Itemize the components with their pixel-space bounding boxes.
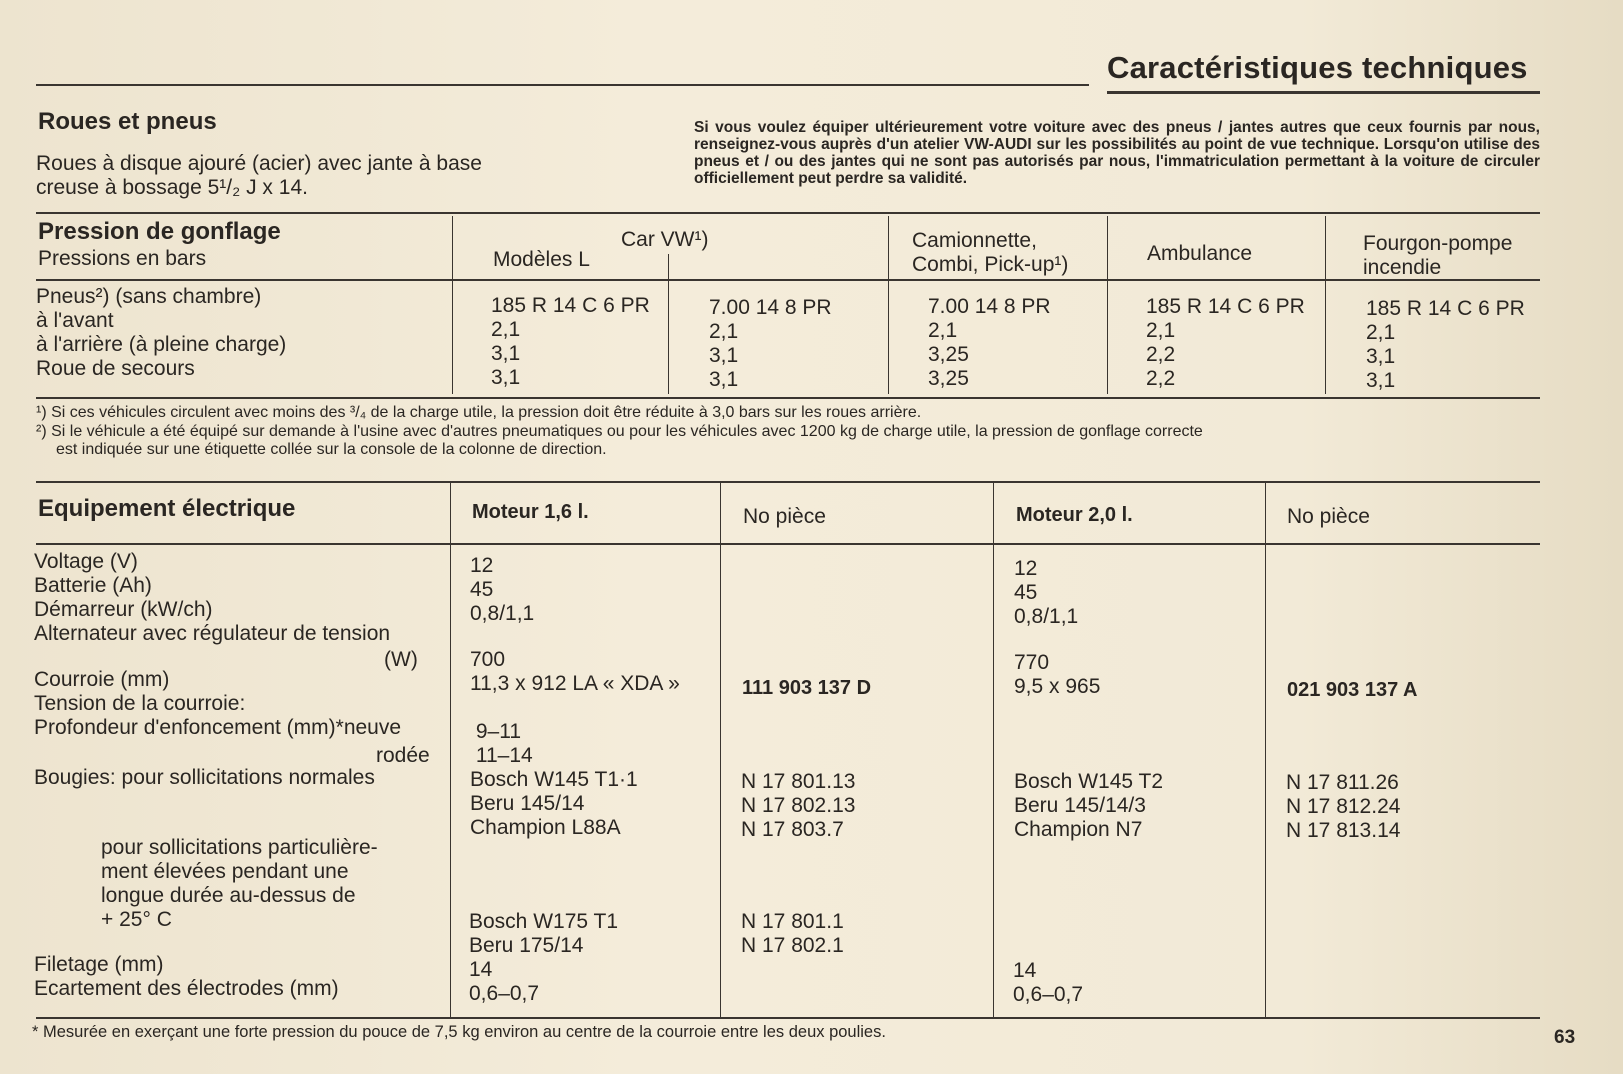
pressure-bottom-rule: [36, 397, 1540, 399]
pressure-footnote-2b: est indiquée sur une étiquette collée sur la console de la colonne de direction.: [56, 441, 607, 458]
electric-bottom-rule: [36, 1017, 1540, 1019]
electric-labels-a: Voltage (V) Batterie (Ah) Démarreur (kW/ch) Alternateur avec régulateur de tension: [34, 550, 391, 645]
col-camionnette: Camionnette, Combi, Pick-up¹): [912, 229, 1069, 276]
title-underline: [1107, 91, 1540, 94]
pressure-footnote-1: ¹) Si ces véhicules circulent avec moins des ³/₄ de la charge utile, la pression doit être réduite à 3,0 bars sur les roues arrière.: [36, 404, 922, 421]
pressure-vline-3: [888, 216, 889, 394]
electric-header-rule: [36, 543, 1540, 545]
m16-values-c: 9–11 11–14 Bosch W145 T1·1 Beru 145/14 Champion L88A: [470, 720, 638, 839]
electric-vline-3: [993, 483, 994, 1017]
p20-belt-part: 021 903 137 A: [1287, 679, 1418, 701]
page-number: 63: [1554, 1027, 1576, 1048]
wheels-heading: Roues et pneus: [38, 108, 217, 135]
pressure-col-fourgon: 185 R 14 C 6 PR 2,1 3,1 3,1: [1366, 297, 1525, 392]
pressure-row-labels: Pneus²) (sans chambre) à l'avant à l'arrière (à pleine charge) Roue de secours: [36, 285, 287, 380]
electric-label-rodee: rodée: [376, 744, 430, 767]
electric-top-rule: [36, 481, 1540, 483]
pressure-col-models-l: 185 R 14 C 6 PR 2,1 3,1 3,1: [491, 294, 650, 389]
m20-values-c: Bosch W145 T2 Beru 145/14/3 Champion N7: [1014, 770, 1164, 841]
m16-values-b: 700 11,3 x 912 LA « XDA »: [470, 648, 680, 695]
electric-labels-c: Filetage (mm) Ecartement des électrodes (mm): [34, 953, 339, 1000]
electric-vline-4: [1265, 483, 1266, 1017]
pressure-col-car-vw-2: 7.00 14 8 PR 2,1 3,1 3,1: [709, 296, 832, 391]
wheels-notice: Si vous voulez équiper ultérieurement votre voiture avec des pneus / jantes autres que ceux fournis par nous, renseignez-vous auprès d'un atelier VW-AUDI sur les possibilités au point de vue technique. Lorsqu'on utilise des pneus et / ou des jantes qui ne sont pas autorisés par nous, l'immatriculation permettant à la voiture de circuler officiellement peut perdre sa validité.: [694, 119, 1540, 187]
electric-col-moteur-16: Moteur 1,6 l.: [472, 501, 589, 523]
pressure-vline-2: [668, 254, 669, 394]
p16-plug-parts-2: N 17 801.1 N 17 802.1: [741, 910, 844, 957]
pressure-vline-4: [1107, 216, 1108, 394]
electric-labels-b: Courroie (mm) Tension de la courroie: Profondeur d'enfoncement (mm)*neuve: [34, 668, 402, 739]
electric-vline-1: [450, 483, 451, 1017]
m20-values-a: 12 45 0,8/1,1: [1014, 557, 1079, 628]
electric-col-piece-20: No pièce: [1287, 505, 1370, 528]
pressure-subheading: Pressions en bars: [38, 247, 207, 270]
p20-plug-parts: N 17 811.26 N 17 812.24 N 17 813.14: [1286, 771, 1401, 842]
electric-col-piece-16: No pièce: [743, 505, 826, 528]
pressure-heading: Pression de gonflage: [38, 218, 281, 245]
pressure-top-rule: [36, 212, 1540, 214]
page-title: Caractéristiques techniques: [1107, 50, 1528, 85]
electric-footnote: * Mesurée en exerçant une forte pression du pouce de 7,5 kg environ au centre de la courroie entre les deux poulies.: [32, 1023, 886, 1041]
col-ambulance: Ambulance: [1147, 242, 1253, 265]
pressure-col-camionnette: 7.00 14 8 PR 2,1 3,25 3,25: [928, 295, 1051, 390]
wheels-text-line2: creuse à bossage 5¹/₂ J x 14.: [36, 176, 308, 199]
electric-label-bougies: Bougies: pour sollicitations normales: [34, 766, 375, 789]
p16-plug-parts: N 17 801.13 N 17 802.13 N 17 803.7: [741, 770, 856, 841]
col-fourgon: Fourgon-pompe incendie: [1363, 232, 1513, 279]
pressure-col-ambulance: 185 R 14 C 6 PR 2,1 2,2 2,2: [1146, 295, 1305, 390]
header-rule: [36, 84, 1089, 86]
p16-belt-part: 111 903 137 D: [742, 677, 872, 699]
m16-values-d: Bosch W175 T1 Beru 175/14 14 0,6–0,7: [469, 910, 619, 1005]
pressure-vline-5: [1325, 216, 1326, 394]
electric-label-particulier: pour sollicitations particulière- ment élevées pendant une longue durée au-dessus de + 25° C: [101, 836, 378, 931]
pressure-footnote-2: ²) Si le véhicule a été équipé sur demande à l'usine avec d'autres pneumatiques ou pour les véhicules avec 1200 kg de charge utile, la pression de gonflage correcte: [36, 423, 1203, 440]
pressure-header-rule: [36, 279, 1540, 281]
electric-label-w: (W): [384, 648, 418, 671]
wheels-text-line1: Roues à disque ajouré (acier) avec jante à base: [36, 152, 482, 175]
col-models-l: Modèles L: [493, 248, 590, 271]
pressure-group-header: Car VW¹): [621, 228, 709, 251]
electric-col-moteur-20: Moteur 2,0 l.: [1016, 504, 1133, 526]
m16-values-a: 12 45 0,8/1,1: [470, 554, 535, 625]
electric-heading: Equipement électrique: [38, 495, 296, 522]
m20-values-d: 14 0,6–0,7: [1013, 959, 1084, 1006]
m20-values-b: 770 9,5 x 965: [1014, 651, 1101, 698]
pressure-vline-1: [452, 216, 453, 394]
electric-vline-2: [720, 483, 721, 1017]
